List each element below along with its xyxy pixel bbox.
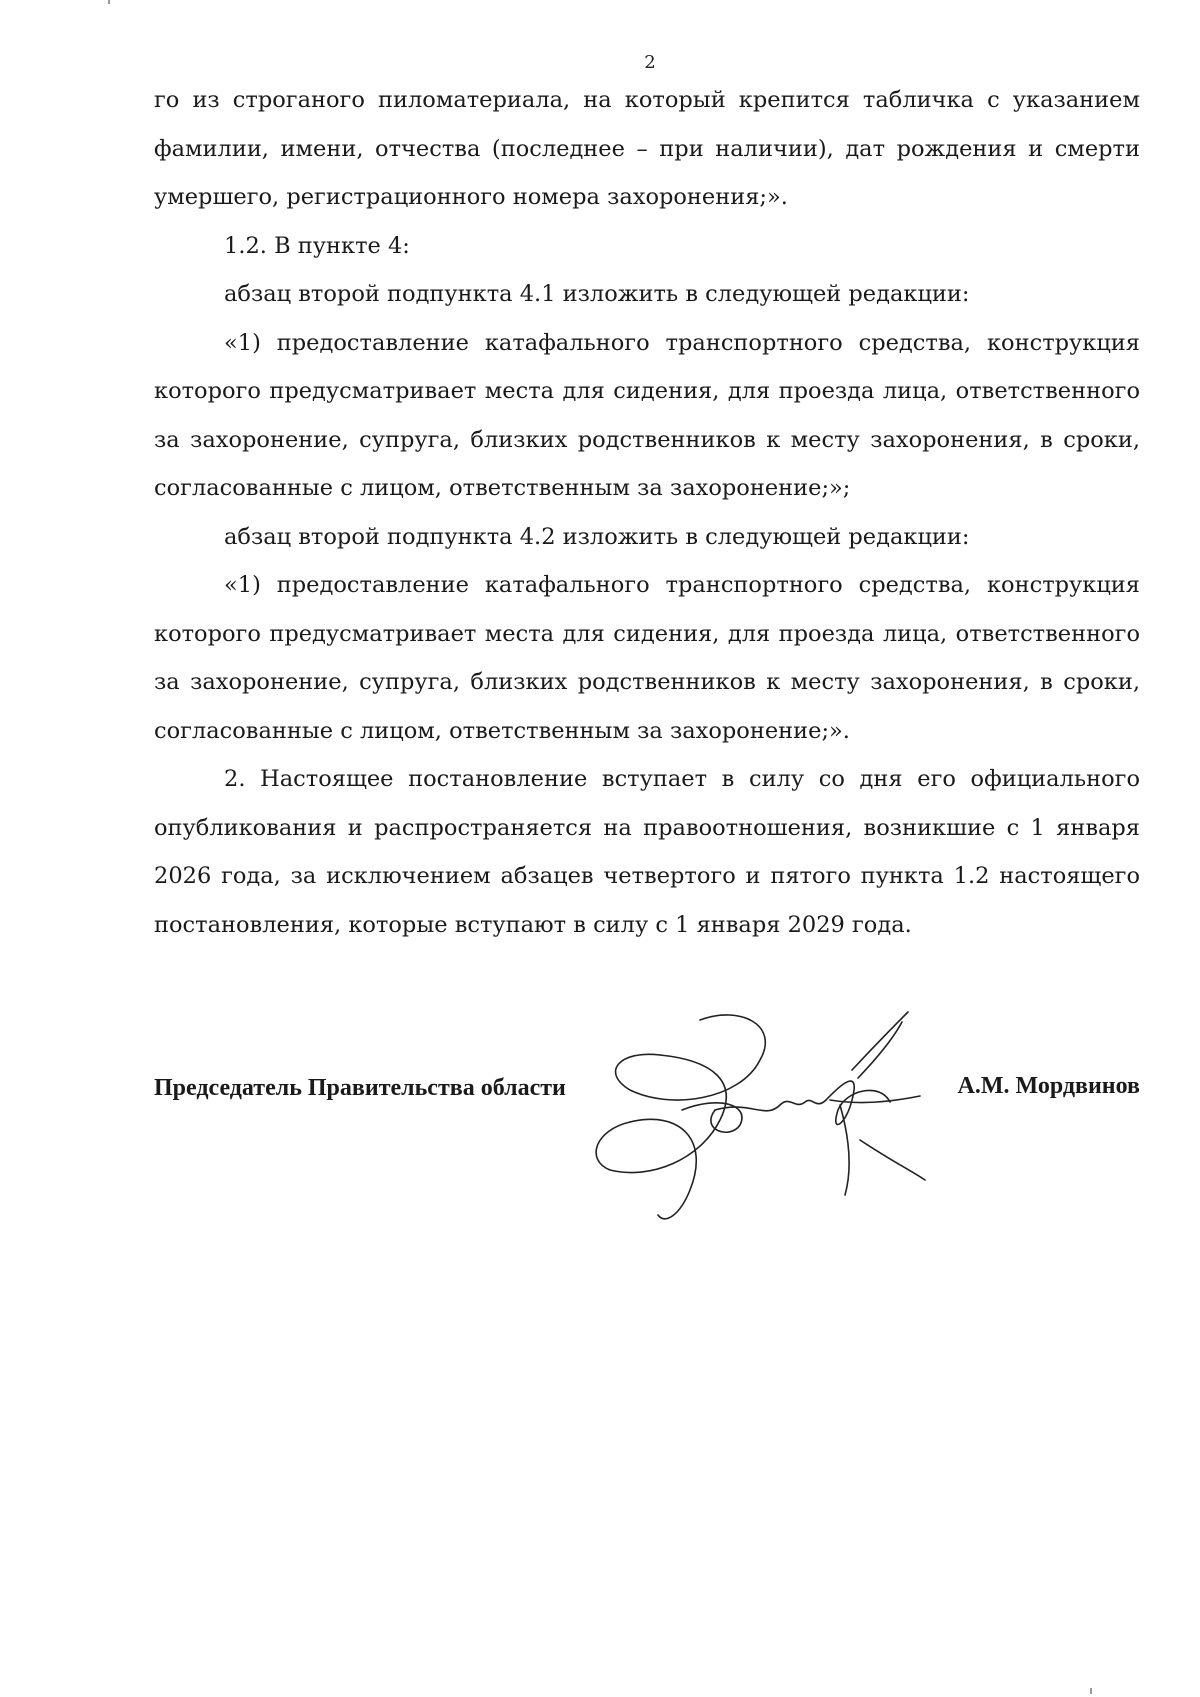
paragraph-continuation: го из строганого пиломатериала, на который крепится табличка с указанием фамилии, имени, отчества (последнее – при наличии), дат рождения и смерти умершего, регистрационного номера захоронения;». <box>154 87 1140 210</box>
handwritten-signature-icon <box>590 1010 950 1230</box>
document-body <box>154 76 1140 949</box>
paragraph-subitem-4-1-text: «1) предоставление катафального транспортного средства, конструкция которого предусматривает места для сидения, для проезда лица, ответственного за захоронение, супруга, близких родственников к месту захоронения, в сроки, согласованные с лицом, ответственным за захоронение;»; <box>154 329 1140 501</box>
scan-artifact-top <box>108 0 110 4</box>
paragraph-subitem-4-1-intro: абзац второй подпункта 4.1 изложить в следующей редакции: <box>224 281 970 307</box>
page-number: 2 <box>644 52 656 73</box>
signature-strokes <box>596 1012 925 1219</box>
paragraph-subitem-4-2-intro: абзац второй подпункта 4.2 изложить в следующей редакции: <box>224 523 970 550</box>
signatory-title: Председатель Правительства области <box>154 1075 566 1101</box>
paragraph-item-1-2: 1.2. В пункте 4: <box>224 232 410 259</box>
paragraph-item-2-effective-date: 2. Настоящее постановление вступает в силу со дня его официального опубликования и распространяется на правоотношения, возникшие с 1 января 2026 года, за исключением абзацев четвертого и пятого пункта 1.2 настоящего постановления, которые вступают в силу с 1 января 2029 года. <box>154 766 1140 938</box>
paragraph-subitem-4-2-text: «1) предоставление катафального транспортного средства, конструкция которого предусматривает места для сидения, для проезда лица, ответственного за захоронение, супруга, близких родственников к месту захоронения, в сроки, согласованные с лицом, ответственным за захоронение;». <box>154 572 1140 744</box>
scan-artifact-bottom-right <box>1090 1688 1092 1694</box>
signatory-name: А.М. Мордвинов <box>957 1073 1140 1099</box>
